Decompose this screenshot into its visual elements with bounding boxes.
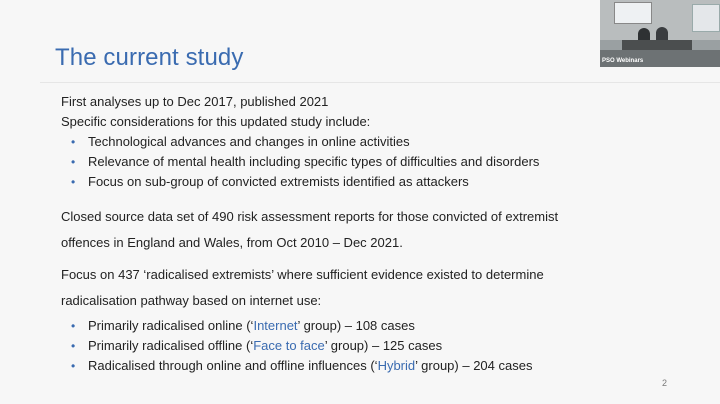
list-item: • Radicalised through online and offline influences (‘Hybrid’ group) – 204 cases [61,356,621,376]
bullet-icon: • [71,135,76,149]
group-name-highlight: Hybrid [377,358,416,373]
group-name-highlight: Internet [253,318,298,333]
webcam-video-feed[interactable] [600,0,720,67]
intro-line-2: Specific considerations for this updated study include: [61,114,371,129]
list-item: • Primarily radicalised offline (‘Face to face’ group) – 125 cases [61,336,621,356]
list-item: • Focus on sub-group of convicted extremists identified as attackers [61,172,621,192]
list-item: • Technological advances and changes in online activities [61,132,621,152]
groups-list [61,316,621,376]
bullet-icon: • [71,359,76,373]
considerations-list [61,132,621,192]
bullet-icon: • [71,155,76,169]
bullet-icon: • [71,319,76,333]
title-divider [40,82,720,83]
page-number: 2 [661,378,667,388]
desk [622,40,692,50]
slide-title: The current study [55,44,244,71]
slide-body [61,92,621,376]
bullet-icon: • [71,339,76,353]
intro-line-1: First analyses up to Dec 2017, published 2021 [61,94,329,109]
data-paragraph: Closed source data set of 490 risk assessment reports for those convicted of extremist offences in England and Wales, from Oct 2010 – Dec 2021. [61,209,559,250]
room-screen [614,2,652,24]
group-name-highlight: Face to face [253,338,325,353]
focus-paragraph: Focus on 437 ‘radicalised extremists’ where sufficient evidence existed to determine radicalisation pathway based on internet use: [61,267,544,308]
bullet-icon: • [71,175,76,189]
room-window [692,4,720,32]
webcam-label: PSO Webinars [602,58,644,64]
list-item: • Relevance of mental health including specific types of difficulties and disorders [61,152,621,172]
list-item: • Primarily radicalised online (‘Internet’ group) – 108 cases [61,316,621,336]
